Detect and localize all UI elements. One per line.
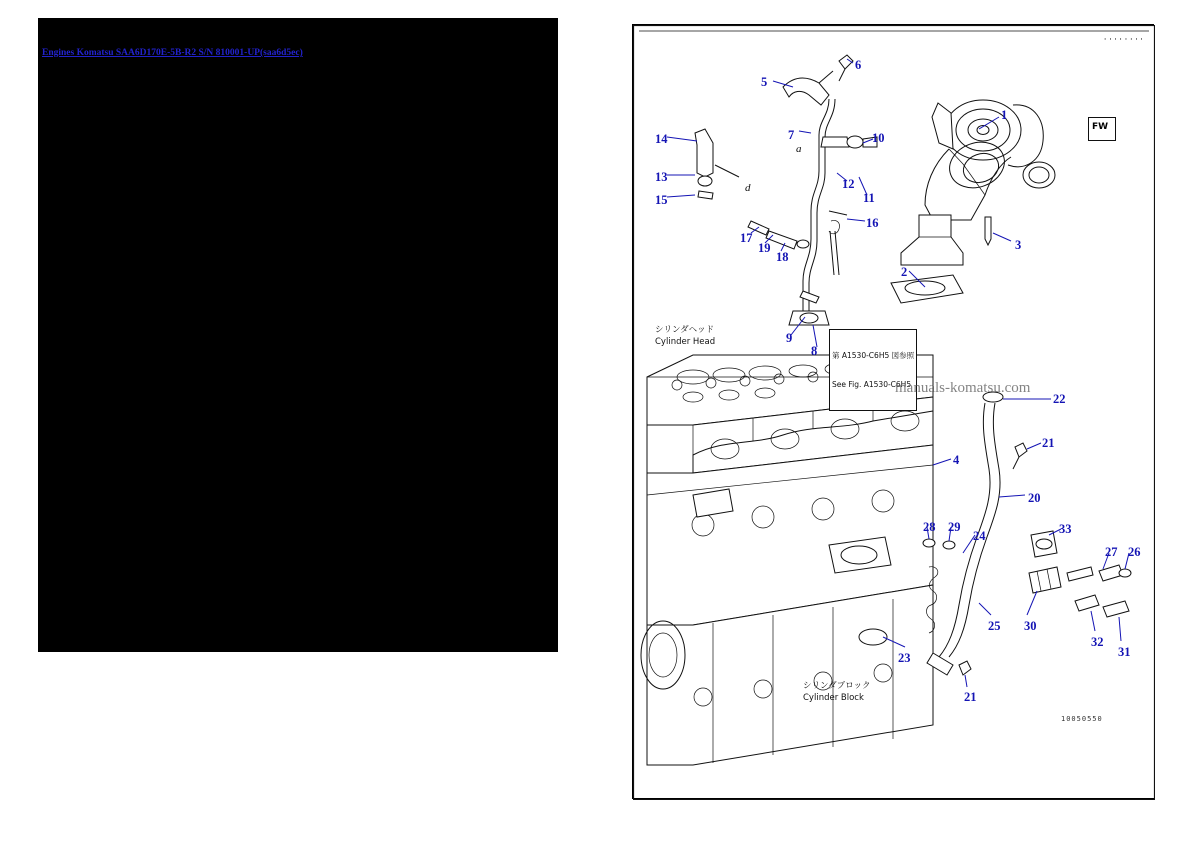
parts-diagram-panel [632,24,1154,799]
callout-3[interactable]: 3 [1015,238,1022,252]
callout-15[interactable]: 15 [655,193,668,207]
reference-figure-en: See Fig. A1530-C6H5 [832,379,912,389]
callout-23[interactable]: 23 [898,651,911,665]
letter-callout-a: a [796,143,802,155]
callout-30[interactable]: 30 [1024,619,1037,633]
letter-callout-d: d [745,182,751,194]
callout-13[interactable]: 13 [655,170,668,184]
callout-17[interactable]: 17 [740,231,753,245]
callout-11[interactable]: 11 [863,191,875,205]
callout-22[interactable]: 22 [1053,392,1066,406]
orientation-marker [1088,117,1116,141]
cylinder-block-label-jp: シリンダブロック [803,681,871,691]
callout-6[interactable]: 6 [855,58,862,72]
cylinder-head-label-jp: シリンダヘッド [655,325,715,335]
document-image-placeholder [38,18,558,652]
tooth-marks: '''''''' [1103,37,1145,45]
cylinder-block-label-en: Cylinder Block [803,693,864,703]
callout-33[interactable]: 33 [1059,522,1072,536]
orientation-marker-label: FW [1092,122,1109,132]
callout-21-lower[interactable]: 21 [964,690,977,704]
watermark: manuals-komatsu.com [895,380,1031,396]
callout-5[interactable]: 5 [761,75,768,89]
cylinder-head-label-en: Cylinder Head [655,337,716,347]
callout-20[interactable]: 20 [1028,491,1041,505]
callout-14[interactable]: 14 [655,132,668,146]
callout-9[interactable]: 9 [786,331,793,345]
callout-12[interactable]: 12 [842,177,855,191]
drawing-number: 10050550 [1061,715,1103,723]
callout-4[interactable]: 4 [953,453,960,467]
callout-27[interactable]: 27 [1105,545,1118,559]
callout-21-upper[interactable]: 21 [1042,436,1055,450]
callout-29[interactable]: 29 [948,520,961,534]
diagram-artwork [633,25,1155,800]
callout-18[interactable]: 18 [776,250,789,264]
document-title-link[interactable]: Engines Komatsu SAA6D170E-5B-R2 S/N 810001-UP(saa6d5ec) [42,48,303,58]
callout-10[interactable]: 10 [872,131,885,145]
callout-31[interactable]: 31 [1118,645,1131,659]
callout-24[interactable]: 24 [973,529,986,543]
callout-26[interactable]: 26 [1128,545,1141,559]
reference-figure-box [829,329,917,411]
callout-25[interactable]: 25 [988,619,1001,633]
callout-16[interactable]: 16 [866,216,879,230]
callout-2[interactable]: 2 [901,265,908,279]
callout-19[interactable]: 19 [758,241,771,255]
callout-8[interactable]: 8 [811,344,818,358]
diagram-frame [633,25,1155,800]
callout-7[interactable]: 7 [788,128,795,142]
callout-32[interactable]: 32 [1091,635,1104,649]
callout-1[interactable]: 1 [1001,108,1008,122]
reference-figure-jp: 第 A1530-C6H5 図参照 [832,350,915,360]
callout-28[interactable]: 28 [923,520,936,534]
